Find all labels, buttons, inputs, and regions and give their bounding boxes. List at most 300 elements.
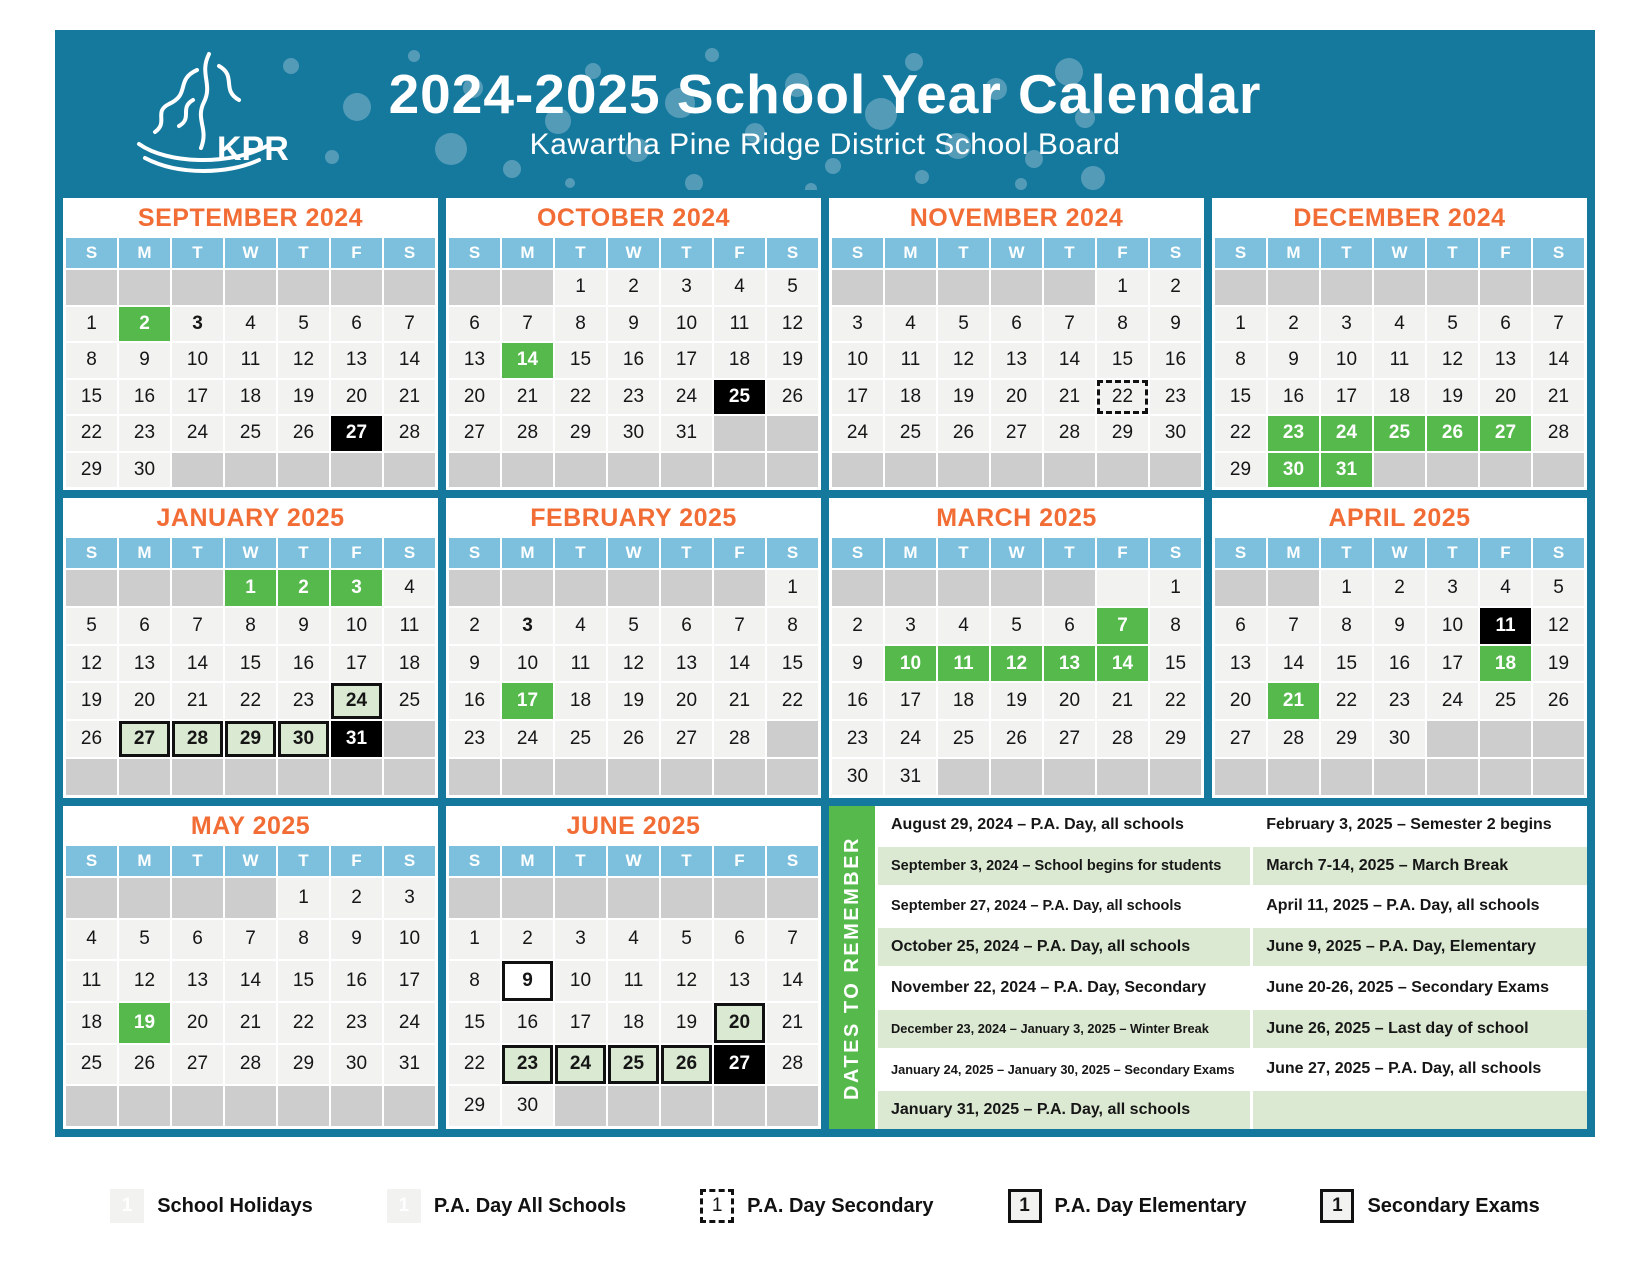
day-cell: 25 — [1374, 416, 1425, 451]
header — [63, 38, 1587, 190]
weekday-header: M — [119, 846, 170, 876]
empty-cell — [714, 570, 765, 606]
day-cell: 10 — [502, 646, 553, 682]
day-cell: 7 — [384, 307, 435, 342]
day-cell: 11 — [885, 343, 936, 378]
empty-cell — [555, 759, 606, 795]
empty-cell — [384, 721, 435, 757]
empty-cell — [661, 453, 712, 488]
dates-rows — [875, 806, 1587, 1129]
empty-cell — [1150, 453, 1201, 488]
decorative-dot — [408, 50, 420, 62]
day-cell: 15 — [555, 343, 606, 378]
day-cell: 11 — [555, 646, 606, 682]
legend-item-pa-sec — [700, 1189, 933, 1223]
day-cell: 17 — [832, 380, 883, 415]
date-entry-left: January 31, 2025 – P.A. Day, all schools — [878, 1091, 1250, 1129]
month-panel-february-2025 — [446, 498, 821, 798]
day-cell: 24 — [331, 683, 382, 719]
day-cell: 5 — [66, 608, 117, 644]
empty-cell — [767, 1086, 818, 1126]
month-days — [446, 876, 821, 1129]
day-cell: 11 — [1480, 608, 1531, 644]
day-cell: 14 — [714, 646, 765, 682]
empty-cell — [172, 270, 223, 305]
day-cell: 29 — [225, 721, 276, 757]
decorative-dot — [565, 178, 575, 188]
date-entry-right: June 9, 2025 – P.A. Day, Elementary — [1253, 928, 1587, 966]
weekday-header: F — [331, 846, 382, 876]
day-cell: 22 — [1097, 380, 1148, 415]
day-cell: 2 — [331, 878, 382, 918]
day-cell: 10 — [661, 307, 712, 342]
day-cell: 19 — [991, 683, 1042, 719]
day-cell: 12 — [938, 343, 989, 378]
day-cell: 26 — [66, 721, 117, 757]
empty-cell — [767, 453, 818, 488]
weekday-header: M — [502, 846, 553, 876]
day-cell: 9 — [331, 920, 382, 960]
day-cell: 23 — [1150, 380, 1201, 415]
day-cell: 29 — [1097, 416, 1148, 451]
date-entry-right: June 27, 2025 – P.A. Day, all schools — [1253, 1051, 1587, 1089]
weekday-header: F — [714, 538, 765, 568]
day-cell: 21 — [225, 1003, 276, 1043]
weekday-header: T — [555, 846, 606, 876]
day-cell: 30 — [502, 1086, 553, 1126]
day-cell: 16 — [331, 961, 382, 1001]
empty-cell — [1268, 759, 1319, 795]
date-entry-left: October 25, 2024 – P.A. Day, all schools — [878, 928, 1250, 966]
day-cell: 17 — [661, 343, 712, 378]
kpr-logo — [109, 48, 309, 183]
day-cell: 12 — [991, 646, 1042, 682]
day-cell: 28 — [172, 721, 223, 757]
decorative-dot — [915, 170, 929, 184]
day-cell: 6 — [991, 307, 1042, 342]
day-cell: 6 — [331, 307, 382, 342]
weekday-header: S — [832, 238, 883, 268]
month-panel-november-2024 — [829, 198, 1204, 490]
empty-cell — [119, 878, 170, 918]
day-cell: 8 — [767, 608, 818, 644]
empty-cell — [608, 453, 659, 488]
day-cell: 1 — [1321, 570, 1372, 606]
dates-to-remember-title: DATES TO REMEMBER — [840, 835, 863, 1100]
day-cell: 31 — [1321, 453, 1372, 488]
legend-item-holiday — [110, 1189, 313, 1223]
day-cell: 22 — [555, 380, 606, 415]
day-cell: 6 — [1215, 608, 1266, 644]
day-cell: 28 — [1097, 721, 1148, 757]
weekday-header: T — [555, 538, 606, 568]
weekday-header: T — [172, 538, 223, 568]
legend-label: P.A. Day All Schools — [433, 1194, 627, 1217]
month-days — [446, 268, 821, 490]
day-cell: 5 — [1533, 570, 1584, 606]
day-cell: 5 — [938, 307, 989, 342]
empty-cell — [1533, 759, 1584, 795]
empty-cell — [1150, 759, 1201, 795]
day-cell: 9 — [1150, 307, 1201, 342]
weekday-header: S — [1533, 238, 1584, 268]
empty-cell — [885, 453, 936, 488]
day-cell: 25 — [938, 721, 989, 757]
day-cell: 2 — [1374, 570, 1425, 606]
day-cell: 18 — [225, 380, 276, 415]
month-title: DECEMBER 2024 — [1293, 203, 1506, 232]
weekday-header: T — [172, 846, 223, 876]
month-days — [63, 268, 438, 490]
weekday-header: W — [1374, 238, 1425, 268]
month-days — [829, 568, 1204, 798]
weekday-header: S — [1150, 538, 1201, 568]
empty-cell — [449, 270, 500, 305]
weekday-header: W — [991, 538, 1042, 568]
day-cell: 4 — [555, 608, 606, 644]
day-cell: 26 — [991, 721, 1042, 757]
day-cell: 22 — [449, 1045, 500, 1085]
day-cell: 18 — [66, 1003, 117, 1043]
weekday-header-row — [446, 538, 821, 568]
day-cell: 25 — [714, 380, 765, 415]
day-cell: 5 — [1427, 307, 1478, 342]
day-cell: 25 — [555, 721, 606, 757]
day-cell: 23 — [1374, 683, 1425, 719]
day-cell: 1 — [225, 570, 276, 606]
day-cell: 2 — [1150, 270, 1201, 305]
day-cell: 3 — [555, 920, 606, 960]
weekday-header-row — [63, 538, 438, 568]
legend-swatch-pa: 1 — [387, 1189, 421, 1223]
legend-swatch-pa-sec: 1 — [700, 1189, 734, 1223]
weekday-header-row — [63, 846, 438, 876]
day-cell: 22 — [1215, 416, 1266, 451]
day-cell: 9 — [502, 961, 553, 1001]
day-cell: 2 — [608, 270, 659, 305]
empty-cell — [449, 570, 500, 606]
day-cell: 14 — [1097, 646, 1148, 682]
empty-cell — [119, 570, 170, 606]
empty-cell — [608, 1086, 659, 1126]
day-cell: 28 — [714, 721, 765, 757]
day-cell: 24 — [885, 721, 936, 757]
day-cell: 10 — [832, 343, 883, 378]
empty-cell — [832, 453, 883, 488]
empty-cell — [767, 416, 818, 451]
empty-cell — [1268, 570, 1319, 606]
day-cell: 14 — [172, 646, 223, 682]
empty-cell — [555, 878, 606, 918]
decorative-dot — [325, 150, 339, 164]
dates-to-remember-panel — [829, 806, 1587, 1129]
day-cell: 29 — [1215, 453, 1266, 488]
day-cell: 10 — [555, 961, 606, 1001]
empty-cell — [225, 759, 276, 795]
day-cell: 23 — [119, 416, 170, 451]
day-cell: 3 — [384, 878, 435, 918]
day-cell: 15 — [1321, 646, 1372, 682]
day-cell: 19 — [278, 380, 329, 415]
day-cell: 9 — [1268, 343, 1319, 378]
day-cell: 31 — [885, 759, 936, 795]
empty-cell — [66, 270, 117, 305]
day-cell: 1 — [1150, 570, 1201, 606]
day-cell: 27 — [714, 1045, 765, 1085]
weekday-header-row — [1212, 538, 1587, 568]
day-cell: 20 — [119, 683, 170, 719]
day-cell: 9 — [119, 343, 170, 378]
day-cell: 23 — [1268, 416, 1319, 451]
day-cell: 24 — [1427, 683, 1478, 719]
day-cell: 26 — [1533, 683, 1584, 719]
day-cell: 24 — [832, 416, 883, 451]
day-cell: 28 — [384, 416, 435, 451]
empty-cell — [714, 759, 765, 795]
day-cell: 10 — [172, 343, 223, 378]
day-cell: 19 — [1427, 380, 1478, 415]
day-cell: 30 — [119, 453, 170, 488]
day-cell: 23 — [331, 1003, 382, 1043]
empty-cell — [119, 759, 170, 795]
day-cell: 9 — [1374, 608, 1425, 644]
day-cell: 11 — [384, 608, 435, 644]
day-cell: 1 — [278, 878, 329, 918]
day-cell: 27 — [172, 1045, 223, 1085]
empty-cell — [172, 878, 223, 918]
weekday-header: T — [661, 538, 712, 568]
empty-cell — [1097, 453, 1148, 488]
month-title: OCTOBER 2024 — [536, 203, 731, 232]
empty-cell — [384, 1086, 435, 1126]
empty-cell — [331, 1086, 382, 1126]
weekday-header: F — [714, 238, 765, 268]
day-cell: 7 — [714, 608, 765, 644]
empty-cell — [661, 570, 712, 606]
day-cell: 18 — [1374, 380, 1425, 415]
empty-cell — [832, 570, 883, 606]
day-cell: 19 — [938, 380, 989, 415]
legend-item-pa-elem — [1008, 1189, 1247, 1223]
weekday-header: S — [449, 538, 500, 568]
day-cell: 10 — [331, 608, 382, 644]
day-cell: 13 — [1215, 646, 1266, 682]
day-cell: 24 — [661, 380, 712, 415]
empty-cell — [714, 878, 765, 918]
day-cell: 1 — [767, 570, 818, 606]
day-cell: 4 — [1374, 307, 1425, 342]
day-cell: 1 — [449, 920, 500, 960]
day-cell: 12 — [1533, 608, 1584, 644]
day-cell: 18 — [1480, 646, 1531, 682]
day-cell: 16 — [1268, 380, 1319, 415]
day-cell: 17 — [555, 1003, 606, 1043]
day-cell: 14 — [225, 961, 276, 1001]
day-cell: 17 — [384, 961, 435, 1001]
day-cell: 20 — [449, 380, 500, 415]
day-cell: 10 — [1427, 608, 1478, 644]
legend-label: P.A. Day Secondary — [747, 1194, 934, 1217]
day-cell: 2 — [278, 570, 329, 606]
day-cell: 21 — [1533, 380, 1584, 415]
day-cell: 25 — [885, 416, 936, 451]
day-cell: 6 — [714, 920, 765, 960]
day-cell: 21 — [1097, 683, 1148, 719]
empty-cell — [991, 759, 1042, 795]
empty-cell — [278, 759, 329, 795]
day-cell: 7 — [767, 920, 818, 960]
weekday-header: M — [885, 538, 936, 568]
month-panel-january-2025 — [63, 498, 438, 798]
weekday-header: S — [449, 238, 500, 268]
weekday-header: T — [278, 538, 329, 568]
day-cell: 3 — [331, 570, 382, 606]
day-cell: 4 — [608, 920, 659, 960]
day-cell: 14 — [1533, 343, 1584, 378]
day-cell: 16 — [608, 343, 659, 378]
empty-cell — [449, 878, 500, 918]
empty-cell — [1533, 270, 1584, 305]
dates-to-remember-sidebar — [829, 806, 875, 1129]
empty-cell — [767, 759, 818, 795]
day-cell: 19 — [119, 1003, 170, 1043]
empty-cell — [1097, 759, 1148, 795]
month-panel-june-2025 — [446, 806, 821, 1129]
weekday-header: T — [938, 538, 989, 568]
legend-swatch-pa-elem: 1 — [1008, 1189, 1042, 1223]
day-cell: 18 — [384, 646, 435, 682]
empty-cell — [331, 453, 382, 488]
weekday-header: S — [1533, 538, 1584, 568]
day-cell: 21 — [1268, 683, 1319, 719]
day-cell: 15 — [1215, 380, 1266, 415]
empty-cell — [1374, 759, 1425, 795]
day-cell: 24 — [502, 721, 553, 757]
empty-cell — [1480, 453, 1531, 488]
day-cell: 13 — [449, 343, 500, 378]
date-entry-right: June 20-26, 2025 – Secondary Exams — [1253, 969, 1587, 1007]
date-entry-left: September 27, 2024 – P.A. Day, all schools — [878, 888, 1250, 926]
day-cell: 8 — [449, 961, 500, 1001]
legend-item-pa — [387, 1189, 626, 1223]
months-grid — [63, 198, 1587, 1129]
weekday-header: S — [449, 846, 500, 876]
empty-cell — [278, 270, 329, 305]
day-cell: 31 — [661, 416, 712, 451]
weekday-header: T — [555, 238, 606, 268]
day-cell: 29 — [449, 1086, 500, 1126]
weekday-header: T — [278, 846, 329, 876]
month-title: APRIL 2025 — [1328, 503, 1471, 532]
dates-row — [878, 888, 1587, 926]
decorative-dot — [685, 174, 703, 190]
weekday-header-row — [446, 238, 821, 268]
day-cell: 21 — [767, 1003, 818, 1043]
day-cell: 8 — [1150, 608, 1201, 644]
day-cell: 2 — [449, 608, 500, 644]
day-cell: 7 — [1268, 608, 1319, 644]
empty-cell — [1321, 270, 1372, 305]
weekday-header-row — [1212, 238, 1587, 268]
weekday-header: M — [502, 538, 553, 568]
weekday-header: F — [714, 846, 765, 876]
day-cell: 8 — [278, 920, 329, 960]
month-panel-may-2025 — [63, 806, 438, 1129]
empty-cell — [278, 453, 329, 488]
calendar-frame — [55, 30, 1595, 1137]
day-cell: 24 — [555, 1045, 606, 1085]
month-days — [1212, 568, 1587, 798]
day-cell: 9 — [832, 646, 883, 682]
day-cell: 6 — [1480, 307, 1531, 342]
weekday-header: T — [1044, 538, 1095, 568]
kpr-logo-text: KPR — [217, 130, 289, 168]
empty-cell — [1215, 570, 1266, 606]
month-days — [63, 876, 438, 1129]
day-cell: 3 — [1427, 570, 1478, 606]
empty-cell — [502, 570, 553, 606]
day-cell: 30 — [331, 1045, 382, 1085]
weekday-header: T — [1321, 538, 1372, 568]
weekday-header: T — [1427, 538, 1478, 568]
decorative-dot — [503, 160, 521, 178]
dates-row — [878, 806, 1587, 844]
month-panel-march-2025 — [829, 498, 1204, 798]
day-cell: 31 — [331, 721, 382, 757]
empty-cell — [767, 878, 818, 918]
empty-cell — [661, 1086, 712, 1126]
day-cell: 13 — [661, 646, 712, 682]
day-cell: 14 — [384, 343, 435, 378]
weekday-header: M — [1268, 538, 1319, 568]
weekday-header-row — [829, 238, 1204, 268]
weekday-header: W — [225, 846, 276, 876]
day-cell: 14 — [767, 961, 818, 1001]
day-cell: 21 — [384, 380, 435, 415]
day-cell: 4 — [714, 270, 765, 305]
weekday-header: T — [661, 846, 712, 876]
day-cell: 11 — [66, 961, 117, 1001]
day-cell: 13 — [331, 343, 382, 378]
empty-cell — [1480, 759, 1531, 795]
empty-cell — [1044, 453, 1095, 488]
weekday-header-row — [63, 238, 438, 268]
month-panel-december-2024 — [1212, 198, 1587, 490]
day-cell: 18 — [555, 683, 606, 719]
day-cell: 1 — [1215, 307, 1266, 342]
weekday-header: S — [384, 846, 435, 876]
day-cell: 6 — [1044, 608, 1095, 644]
day-cell: 25 — [384, 683, 435, 719]
weekday-header: F — [1097, 538, 1148, 568]
day-cell: 20 — [172, 1003, 223, 1043]
day-cell: 20 — [991, 380, 1042, 415]
legend-item-exam — [1320, 1189, 1539, 1223]
day-cell: 5 — [661, 920, 712, 960]
day-cell: 3 — [885, 608, 936, 644]
day-cell: 14 — [502, 343, 553, 378]
date-entry-left: September 3, 2024 – School begins for students — [878, 847, 1250, 885]
day-cell: 22 — [1321, 683, 1372, 719]
day-cell: 8 — [555, 307, 606, 342]
empty-cell — [1268, 270, 1319, 305]
empty-cell — [714, 453, 765, 488]
day-cell: 27 — [1480, 416, 1531, 451]
month-title: MARCH 2025 — [936, 503, 1097, 532]
day-cell: 2 — [832, 608, 883, 644]
empty-cell — [555, 570, 606, 606]
day-cell: 8 — [66, 343, 117, 378]
